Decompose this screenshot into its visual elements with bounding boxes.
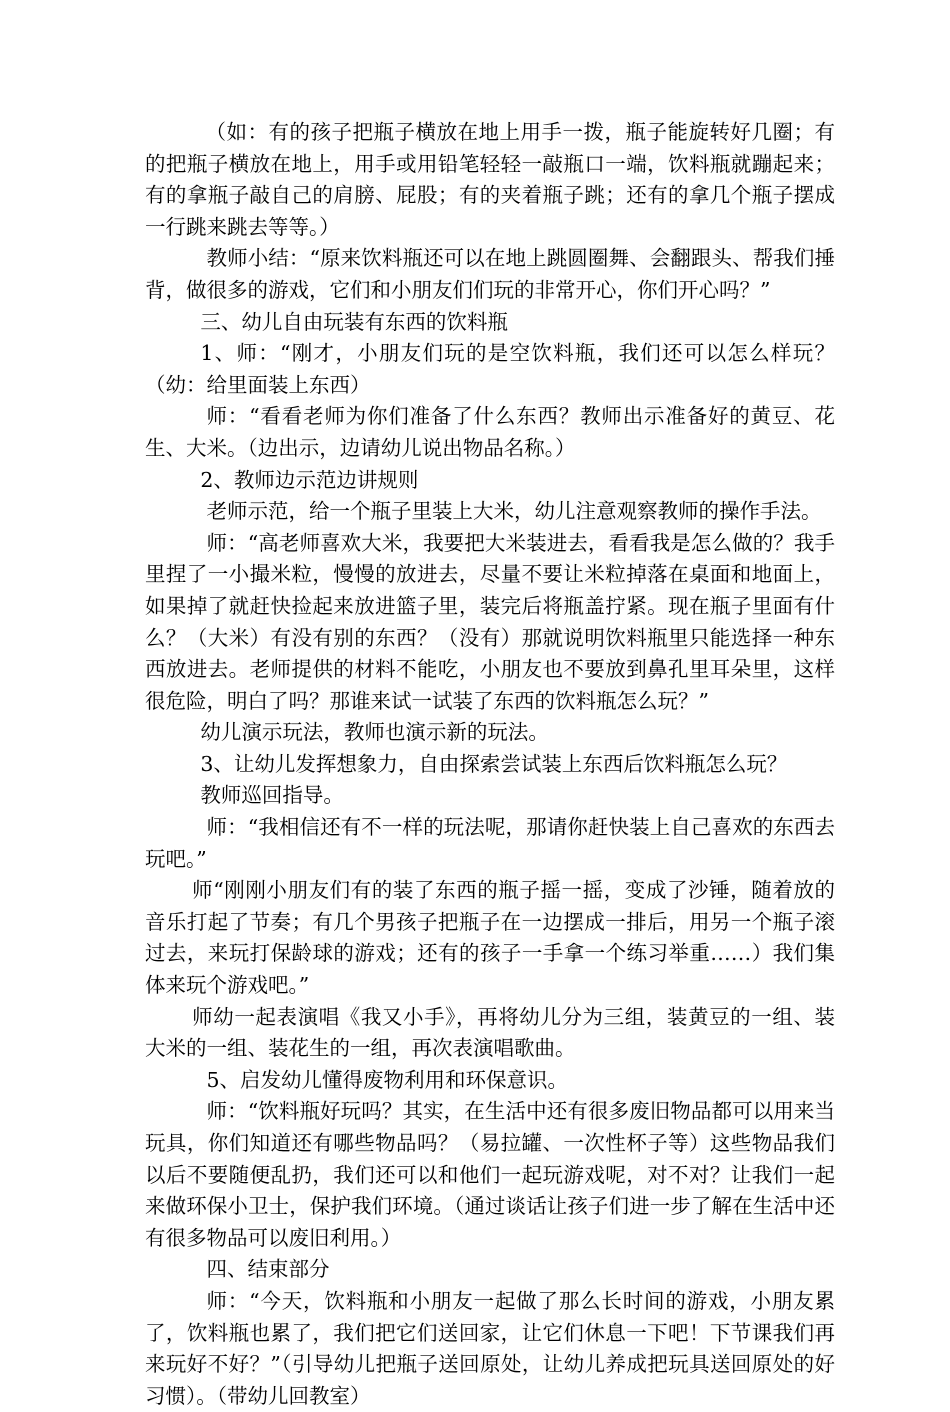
paragraph: 师：“饮料瓶好玩吗？其实，在生活中还有很多废旧物品都可以用来当玩具，你们知道还有哪些物品吗？（易拉罐、一次性杯子等）这些物品我们以后不要随便乱扔，我们还可以和他们一起玩游戏呢，对不对？让我们一起来做环保小卫士，保护我们环境。（通过谈话让孩子们进一步了解在生活中还有很多物品可以废旧利用。）: [145, 1099, 835, 1250]
section-heading: 四、结束部分: [206, 1257, 330, 1282]
paragraph: 师幼一起表演唱《我又小手》，再将幼儿分为三组，装黄豆的一组、装大米的一组、装花生的一组，再次表演唱歌曲。: [145, 1004, 835, 1061]
subsection-heading: 2、教师边示范边讲规则: [200, 467, 419, 492]
paragraph: 师：“我相信还有不一样的玩法呢，那请你赶快装上自己喜欢的东西去玩吧。”: [145, 815, 835, 871]
paragraph: 3、让幼儿发挥想象力，自由探索尝试装上东西后饮料瓶怎么玩？: [200, 751, 788, 776]
paragraph: 师：“高老师喜欢大米，我要把大米装进去，看看我是怎么做的？我手里捏了一小撮米粒，慢慢的放进去，尽量不要让米粒掉落在桌面和地面上，如果掉了就赶快捡起来放进篮子里，装完后将瓶盖拧紧。现在瓶子里面有什么？（大米）有没有别的东西？（没有）那就说明饮料瓶里只能选择一种东西放进去。老师提供的材料不能吃，小朋友也不要放到鼻孔里耳朵里，这样很危险，明白了吗？那谁来试一试装了东西的饮料瓶怎么玩？”: [145, 530, 835, 713]
paragraph: 师：“看看老师为你们准备了什么东西？教师出示准备好的黄豆、花生、大米。（边出示，边请幼儿说出物品名称。）: [145, 404, 835, 460]
paragraph: 幼儿演示玩法，教师也演示新的玩法。: [200, 720, 549, 745]
document-page: [145, 117, 835, 1412]
paragraph: 师：“今天，饮料瓶和小朋友一起做了那么长时间的游戏，小朋友累了，饮料瓶也累了，我们把它们送回家，让它们休息一下吧！下节课我们再来玩好不好？”（引导幼儿把瓶子送回原处，让幼儿养成把玩具送回原处的好习惯）。（带幼儿回教室）: [145, 1288, 835, 1408]
section-heading: 三、幼儿自由玩装有东西的饮料瓶: [200, 309, 508, 334]
subsection-heading: 5、启发幼儿懂得废物利用和环保意识。: [206, 1067, 569, 1092]
paragraph: 1、师：“刚才，小朋友们玩的是空饮料瓶，我们还可以怎么样玩？（幼：给里面装上东西）: [145, 341, 835, 397]
paragraph: 老师示范，给一个瓶子里装上大米，幼儿注意观察教师的操作手法。: [206, 499, 822, 524]
paragraph: 师“刚刚小朋友们有的装了东西的瓶子摇一摇，变成了沙锤，随着放的音乐打起了节奏；有几个男孩子把瓶子在一边摆成一排后，用另一个瓶子滚过去，来玩打保龄球的游戏；还有的孩子一手拿一个练习举重……）我们集体来玩个游戏吧。”: [145, 878, 835, 998]
paragraph: 教师巡回指导。: [200, 783, 344, 808]
paragraph: 教师小结：“原来饮料瓶还可以在地上跳圆圈舞、会翻跟头、帮我们捶背，做很多的游戏，它们和小朋友们们玩的非常开心，你们开心吗？”: [145, 246, 835, 302]
paragraph: （如：有的孩子把瓶子横放在地上用手一拨，瓶子能旋转好几圈；有的把瓶子横放在地上，用手或用铅笔轻轻一敲瓶口一端，饮料瓶就蹦起来；有的拿瓶子敲自己的肩膀、屁股；有的夹着瓶子跳；还有的拿几个瓶子摆成一行跳来跳去等等。）: [145, 120, 835, 239]
